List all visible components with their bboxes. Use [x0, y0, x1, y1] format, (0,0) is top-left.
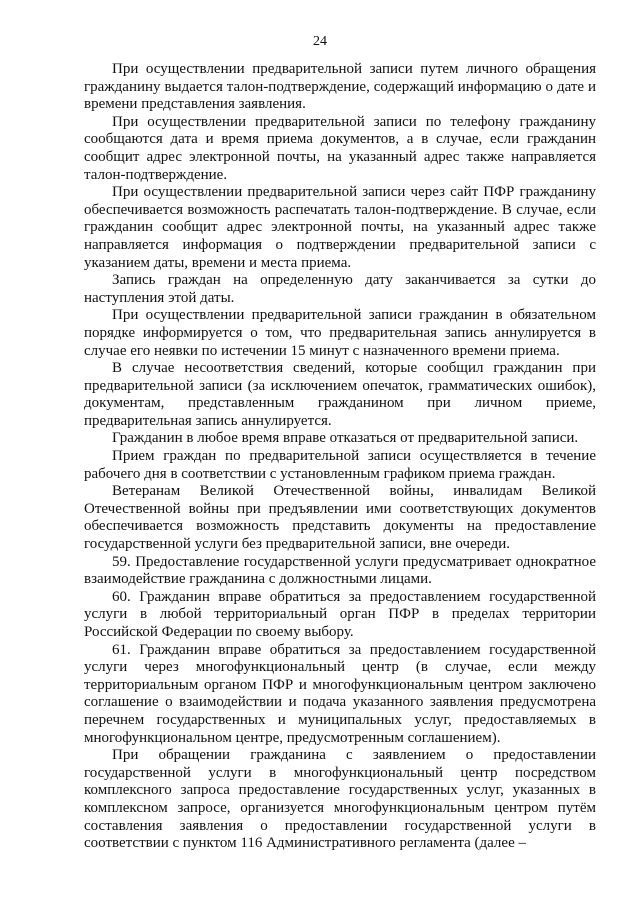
paragraph-item-59: 59. Предоставление государственной услуги предусматривает однократное взаимодействие гражданина с должностными лицами.: [84, 553, 596, 588]
paragraph: При осуществлении предварительной записи по телефону гражданину сообщаются дата и время приема документов, а в случае, если гражданин сообщит адрес электронной почты, на указанный адрес также направляется талон-подтверждение.: [84, 113, 596, 183]
paragraph: В случае несоответствия сведений, которые сообщил гражданин при предварительной записи (за исключением опечаток, грамматических ошибок), документам, представленным гражданином при личном приеме, предварительная запись аннулируется.: [84, 360, 596, 429]
paragraph-item-61: 61. Гражданин вправе обратиться за предоставлением государственной услуги через многофункциональный центр (в случае, если между территориальным органом ПФР и многофункциональным центром заключено соглашение о взаимодействии и подача указанного заявления предусмотрена перечнем государственных и муниципальных услуг, предоставляемых в многофункциональном центре, предусмотренным соглашением).: [84, 641, 596, 746]
page-number: 24: [313, 34, 327, 49]
document-body: [84, 61, 596, 853]
paragraph: Гражданин в любое время вправе отказаться от предварительной записи.: [112, 430, 579, 447]
paragraph: При осуществлении предварительной записи гражданин в обязательном порядке информируется о том, что предварительная запись аннулируется в случае его неявки по истечении 15 минут с назначенного времени приема.: [84, 307, 596, 359]
paragraph: При осуществлении предварительной записи путем личного обращения гражданину выдается талон-подтверждение, содержащий информацию о дате и времени представления заявления.: [84, 61, 596, 113]
paragraph-item-60: 60. Гражданин вправе обратиться за предоставлением государственной услуги в любой территориальный орган ПФР в пределах территории Российской Федерации по своему выбору.: [84, 588, 596, 640]
paragraph: Запись граждан на определенную дату заканчивается за сутки до наступления этой даты.: [84, 272, 596, 306]
paragraph: Прием граждан по предварительной записи осуществляется в течение рабочего дня в соответствии с установленным графиком приема граждан.: [84, 448, 596, 482]
paragraph: Ветеранам Великой Отечественной войны, инвалидам Великой Отечественной войны при предъявлении ими соответствующих документов обеспечивается возможность представить документы на предоставление государственной услуги без предварительной записи, вне очереди.: [84, 483, 596, 553]
paragraph: При осуществлении предварительной записи через сайт ПФР гражданину обеспечивается возможность распечатать талон-подтверждение. В случае, если гражданин сообщит адрес электронной почты, на указанный адрес также направляется информация о подтверждении предварительной записи с указанием даты, времени и места приема.: [84, 184, 596, 271]
paragraph: При обращении гражданина с заявлением о предоставлении государственной услуги в многофункциональный центр посредством комплексного запроса предоставление государственных услуг, указанных в комплексном запросе, организуется многофункциональным центром путём составления заявления о предоставлении государственной услуги в соответствии с пунктом 116 Административного регламента (далее –: [84, 747, 596, 852]
